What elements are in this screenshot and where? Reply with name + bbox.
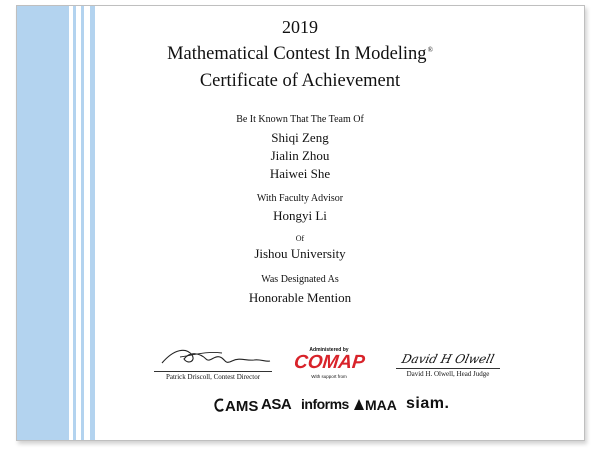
contest-name: [0, 44, 600, 65]
signature-handwriting-right: David H Olwell: [400, 352, 496, 366]
award-name: Honorable Mention: [248, 290, 352, 305]
signature-right: [396, 350, 500, 378]
maa-emblem-icon: [353, 398, 365, 411]
trademark-mark: ®: [427, 46, 433, 54]
sponsor-logos: [0, 393, 600, 423]
ams-swirl-icon: [213, 397, 225, 413]
signature-scribble-left: [154, 345, 272, 369]
signature-line: [396, 368, 500, 369]
asa-logo: ASA: [261, 396, 292, 413]
team-member: Jialin Zhou: [270, 148, 330, 163]
intro-line: Be It Known That The Team Of: [236, 114, 364, 125]
informs-logo: informs: [301, 396, 349, 412]
comap-block: [294, 347, 364, 379]
maa-logo: MAA: [353, 397, 397, 413]
of-label: Of: [295, 234, 305, 243]
team-member: Haiwei She: [269, 166, 331, 181]
institution-name: Jishou University: [254, 246, 346, 261]
contest-name-text: Mathematical Contest In Modeling: [167, 44, 427, 64]
team-member: Shiqi Zeng: [271, 130, 329, 145]
signature-left: [154, 345, 272, 381]
ams-logo: AMS: [213, 397, 258, 415]
advisor-name: Hongyi Li: [273, 208, 327, 223]
siam-logo: siam.: [406, 395, 450, 412]
signature-caption-left: Patrick Driscoll, Contest Director: [165, 373, 261, 381]
designation-label: Was Designated As: [261, 274, 339, 285]
advisor-label: With Faculty Advisor: [256, 193, 344, 204]
signature-caption-right: David H. Olwell, Head Judge: [406, 370, 490, 378]
administered-by-label: Administered by: [309, 347, 349, 353]
support-label: With support from: [311, 374, 347, 379]
certificate-year: 2019: [282, 17, 318, 37]
certificate-title: Certificate of Achievement: [199, 71, 401, 91]
comap-logo: COMAP: [292, 352, 366, 373]
signature-line: [154, 371, 272, 372]
